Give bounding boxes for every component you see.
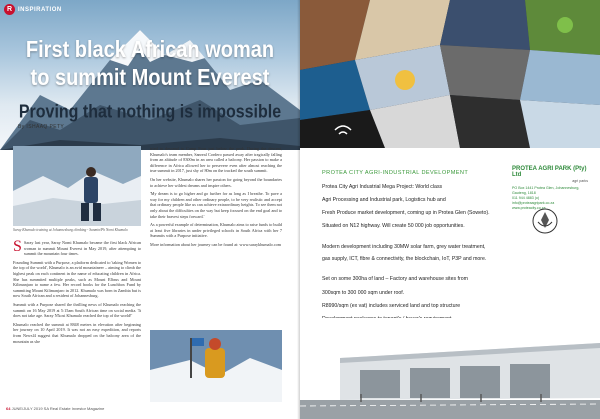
climber-photo — [13, 146, 141, 226]
protea-emblem-icon — [532, 208, 558, 234]
paragraph: Summit with a Purpose shared the thrilling news of Khumalo reaching the summit on 16 May 2019 at 5:15am South African time on social media. 'It does not take age. Saray N'kosi Khumalo reached the top of the world!' — [13, 301, 141, 319]
paragraph: 'My dream is to go higher and go further for as long as I breathe. To pave a way for my children and other ordinary people, to be very realistic and accept that ordinary people like us can achieve extraordinary heights. To see them not only about the difficulties on the way but keep focused on the end goal and to take their bravest steps forward.' — [150, 191, 282, 219]
paragraph: S Saray last year, Saray Nomi Khumalo became the first black African woman to summit Mount Everest in May 2019, after attempting to summit the mountain four times. — [13, 238, 141, 257]
photo-caption: Saray Khumalo training at Johannesburg climbing - Sanmin/Ph Nomi Khumalo — [13, 228, 128, 232]
article-column-right — [150, 146, 282, 251]
advert-line: 300sqm to 300 000 sqm under roof. — [322, 290, 405, 296]
section-badge-icon: R — [4, 4, 15, 15]
article-subtitle: Proving that nothing is impossible — [18, 102, 282, 123]
page-footer — [6, 406, 104, 411]
drop-cap: S — [13, 238, 22, 255]
paragraph: As a powerful example of determination, Khumalo aims to raise funds to build at least five libraries in under privileged schools in South Africa with her 7 Summits with a Purpose initiative. — [150, 222, 282, 239]
article-column-left — [13, 240, 141, 347]
company-name: PROTEA AGRI PARK (Pty) Ltd — [512, 166, 587, 178]
technology-collage — [300, 0, 600, 148]
section-tag-label: INSPIRATION — [18, 6, 62, 13]
article-byline: By ISHAAQ PETY — [18, 124, 65, 130]
advert-line: Modern development including 30MW solar farm, grey water treatment, — [322, 244, 486, 250]
advert-line: R8990/sqm (ex vat) includes serviced land and top structure — [322, 303, 461, 309]
advert-heading: PROTEA CITY AGRI-INDUSTRIAL DEVELOPMENT — [322, 170, 469, 176]
paragraph: Founding Summit with a Purpose, a platform dedicated to 'taking Women to the top of the world', Khumalo is an avid mountaineer – aiming to climb the highest peak on each continent in the name of educating children in Africa. She has summited multiple peaks, such as Mount Elbrus and Mount Kilimanjaro to name a few. Her record books for the Lunchbox Fund by summiting Mount Kilimanjaro in 2012. Khumalo was born in Zambia but is now South African and a resident of Johannesburg. — [13, 259, 141, 299]
contact-address: PO Box 1441 Protea Glen, Johannesburg, Gauteng, 1818 — [512, 186, 580, 195]
article-title-line1: First black African woman — [25, 37, 275, 63]
contact-email[interactable]: info@proteaagripark.co.za — [512, 201, 555, 205]
paragraph: tried to descend to Camp Four just below the peak. During the descent, Khumalo's team member, Sanreal Cordero passed away after tragically falling from an altitude of 8300m in an area called a balcony. Her passion to make a difference in Africa allowed her to persevere even after almost reaching the true summit in 2017, just shy of 80m on the tracked the south summit. — [150, 146, 282, 174]
contact-website[interactable]: www.proteacity.co.za — [512, 206, 546, 210]
paragraph: More information about her journey can be found at: www.saraykhumalo.com — [150, 241, 282, 247]
right-page-advert — [300, 0, 600, 419]
section-tag — [4, 4, 62, 15]
advert-line: Fresh Produce market development, coming up in Protea Glen (Soweto). — [322, 210, 490, 216]
company-logo-block — [512, 166, 588, 211]
company-tagline: agri parks — [572, 179, 588, 183]
advert-line: Situated on N12 highway. Will create 50 000 job opportunities. — [322, 223, 465, 229]
advert-line: Agri Processing and Industrial park, Logistics hub and — [322, 197, 446, 203]
advert-line: Set on some 300ha of land – Factory and warehouse sites from — [322, 276, 468, 282]
advert-line: gas supply, ICT, fibre & connectivity, the blockchain, IoT, P3P and more. — [322, 256, 487, 262]
paragraph: Khumalo reached the summit at 8848 metres in elevation after beginning her journey on 10 April 2019. It was not an easy expedition, and reports from Newsl4 suggest that Khumalo dropped on the balcony area of the mountain as she — [13, 321, 141, 344]
advert-line: Protea City Agri Industrial Mega Project: World class — [322, 184, 443, 190]
paragraph: On her website, Khumalo shares her passion for going beyond the boundaries to achieve her wildest dreams and inspire others. — [150, 176, 282, 188]
warehouse-rendering — [300, 318, 600, 419]
article-title-line2: to summit Mount Everest — [30, 65, 270, 91]
magazine-issue: JUNE/JULY 2019 SA Real Estate Investor Magazine — [11, 406, 105, 411]
summit-photo — [150, 330, 282, 402]
page-number: 64 — [6, 406, 11, 411]
contact-phone: 011 944 4883 (o) — [512, 196, 540, 200]
